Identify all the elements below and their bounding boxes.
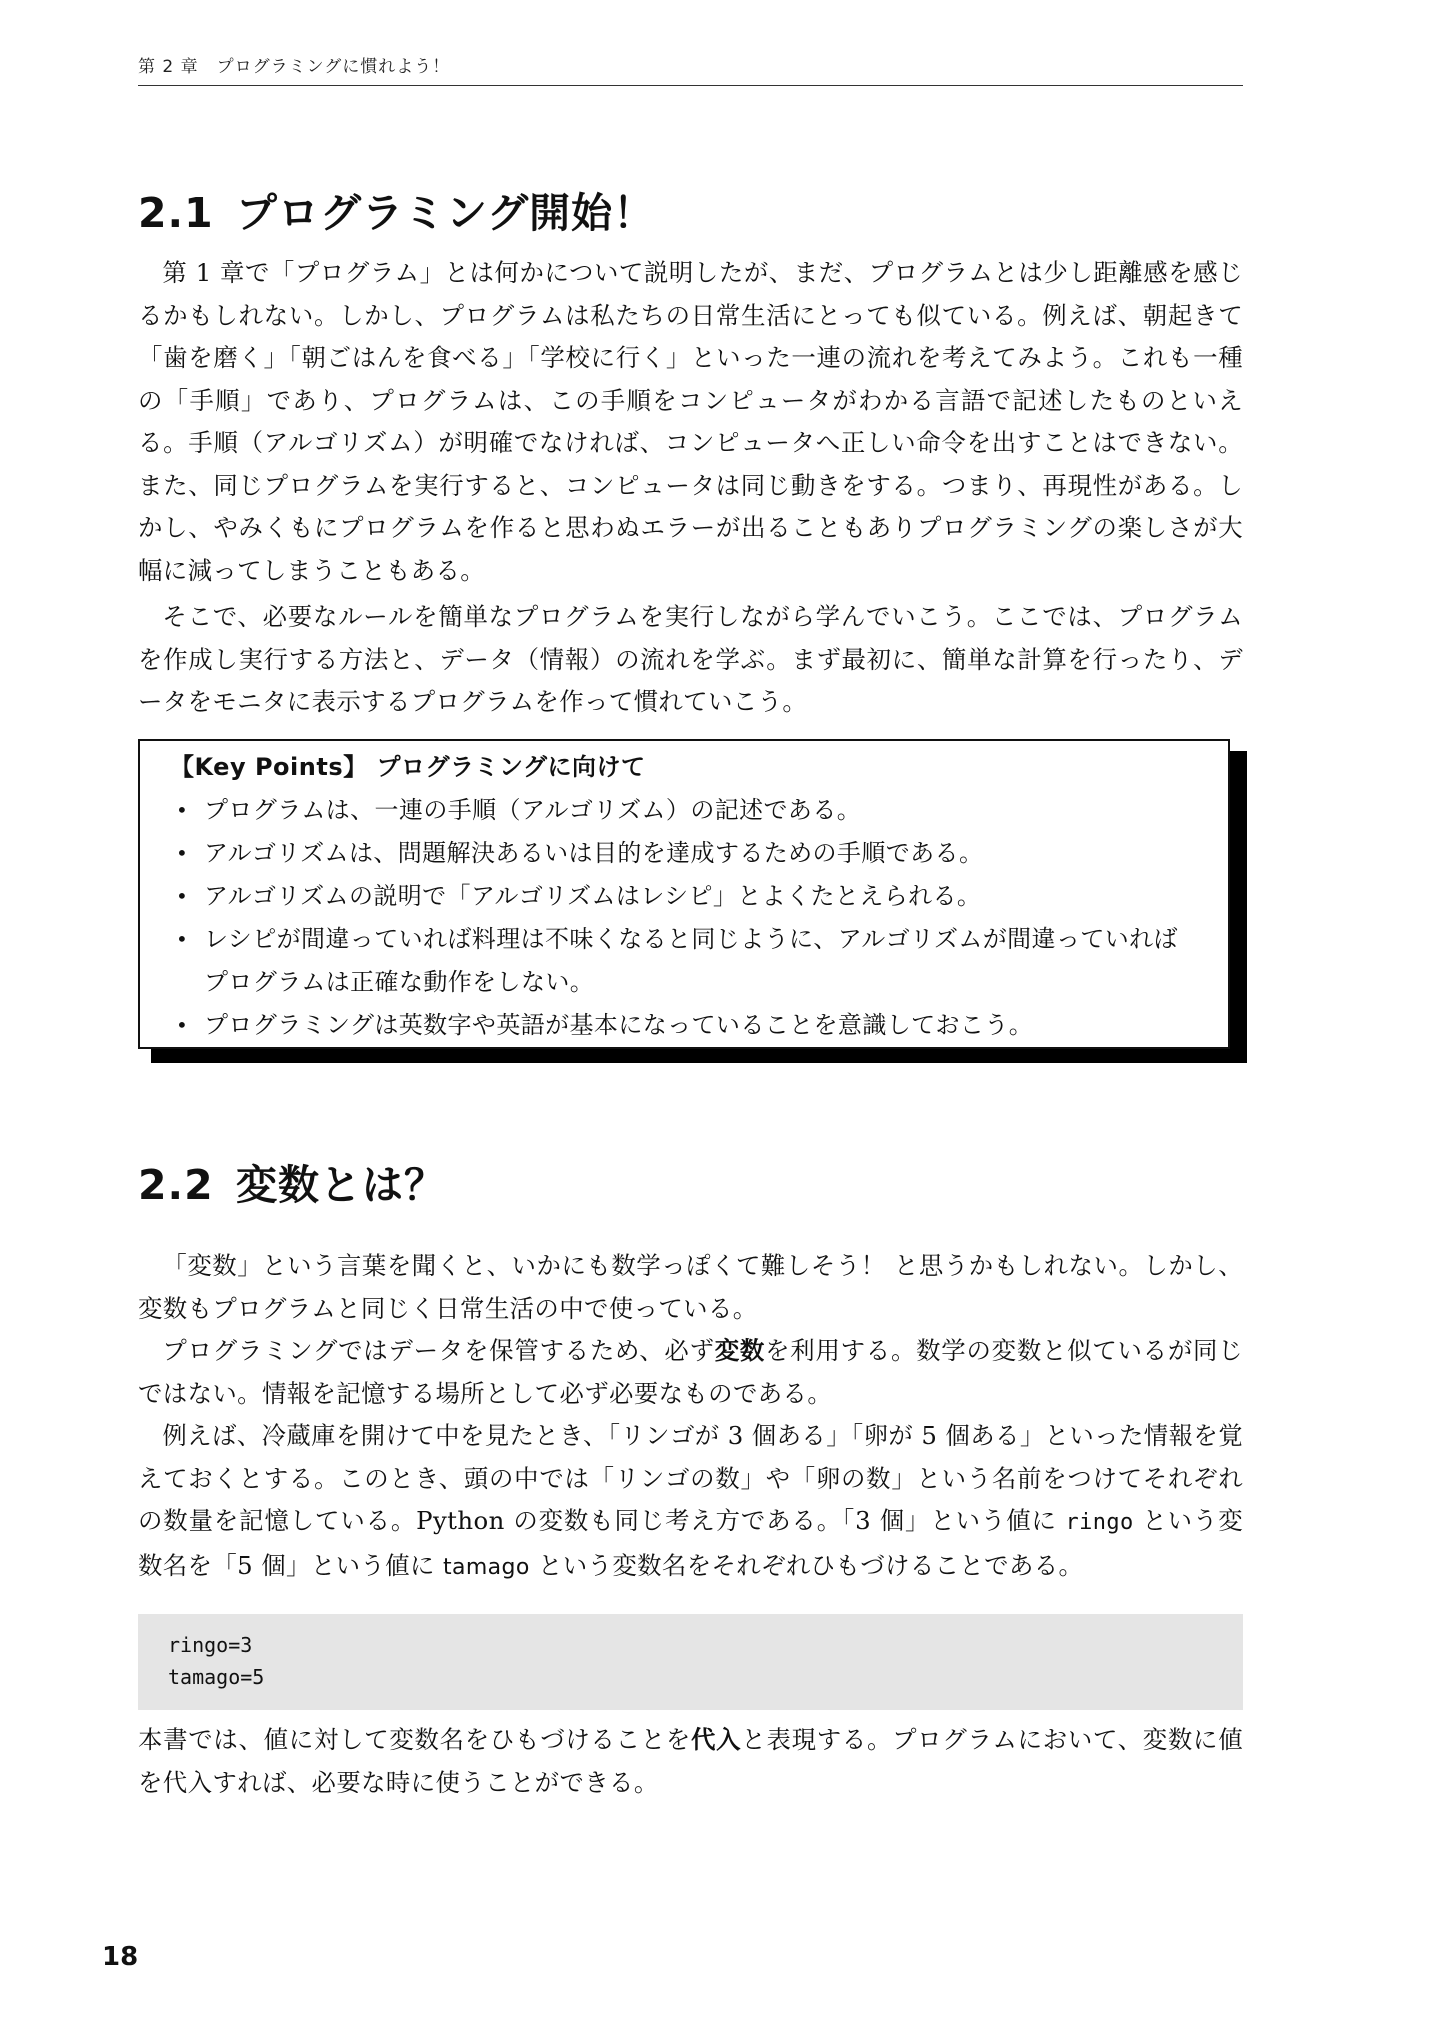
text-run: と表現する。プログラムにおいて、変数に値を代入すれば、必要な時に使うことができる。 (138, 1725, 1243, 1797)
list-item-text: プログラミングは英数字や英語が基本になっていることを意識しておこう。 (204, 1011, 1034, 1039)
keyword-assignment: 代入 (691, 1725, 742, 1754)
bullet-icon: • (176, 884, 189, 908)
section-title: 変数とは？ (236, 1161, 446, 1209)
section-number: 2.2 (138, 1161, 214, 1209)
list-item (170, 1004, 1198, 1047)
section-number: 2.1 (138, 189, 214, 237)
paragraph: 「変数」という言葉を聞くと、いかにも数学っぽくて難しそう！ と思うかもしれない。しかし、変数もプログラムと同じく日常生活の中で使っている。 (138, 1251, 1243, 1323)
section-heading-2-2 (138, 1152, 446, 1211)
section-2-1-body (138, 252, 1243, 724)
paragraph: 第 1 章で「プログラム」とは何かについて説明したが、まだ、プログラムとは少し距離感を感じるかもしれない。しかし、プログラムは私たちの日常生活にとっても似ている。例えば、朝起きて「歯を磨く」「朝ごはんを食べる」「学校に行く」といった一連の流れを考えてみよう。これも一種の「手順」であり、プログラムは、この手順をコンピュータがわかる言語で記述したものといえる。手順（アルゴリズム）が明確でなければ、コンピュータへ正しい命令を出すことはできない。また、同じプログラムを実行すると、コンピュータは同じ動きをする。つまり、再現性がある。しかし、やみくもにプログラムを作ると思わぬエラーが出ることもありプログラミングの楽しさが大幅に減ってしまうこともある。 (138, 258, 1243, 585)
text-run: を利用する。数学の変数と似ているが同じではない。情報を記憶する場所として必ず必要なものである。 (138, 1336, 1243, 1408)
keyword-variable: 変数 (714, 1336, 766, 1365)
paragraph (138, 1719, 1243, 1804)
text-run: 本書では、値に対して変数名をひもづけることを (138, 1725, 692, 1754)
code-line: tamago=5 (168, 1665, 265, 1689)
section-2-2-body-continued (138, 1719, 1243, 1804)
list-item-text: アルゴリズムの説明で「アルゴリズムはレシピ」とよくたとえられる。 (204, 882, 982, 910)
list-item-text: レシピが間違っていれば料理は不味くなると同じように、アルゴリズムが間違っていればプログラムは正確な動作をしない。 (204, 925, 1178, 996)
inline-code-tamago: tamago (442, 1554, 530, 1580)
text-run: という変数名をそれぞれひもづけることである。 (537, 1550, 1084, 1580)
key-points-list (170, 789, 1198, 1047)
text-run: という変数名を「5 個」という値に (138, 1506, 1243, 1580)
section-title: プログラミング開始！ (236, 189, 656, 237)
list-item (170, 832, 1198, 875)
paragraph (138, 1415, 1243, 1589)
list-item (170, 918, 1198, 1004)
list-item (170, 789, 1198, 832)
list-item-text: アルゴリズムは、問題解決あるいは目的を達成するための手順である。 (204, 839, 984, 867)
list-item (170, 875, 1198, 918)
bullet-icon: • (176, 927, 189, 951)
code-block (138, 1614, 1243, 1710)
page-number: 18 (102, 1942, 139, 1972)
section-2-2-body (138, 1245, 1243, 1589)
section-heading-2-1 (138, 180, 655, 239)
paragraph: そこで、必要なルールを簡単なプログラムを実行しながら学んでいこう。ここでは、プログラムを作成し実行する方法と、データ（情報）の流れを学ぶ。まず最初に、簡単な計算を行ったり、データをモニタに表示するプログラムを作って慣れていこう。 (138, 602, 1243, 716)
paragraph (138, 1330, 1243, 1415)
text-run: 例えば、冷蔵庫を開けて中を見たとき、「リンゴが 3 個ある」「卵が 5 個ある」といった情報を覚えておくとする。このとき、頭の中では「リンゴの数」や「卵の数」という名前をつけてそれぞれの数量を記憶している。Python の変数も同じ考え方である。「3 個」という値に (138, 1421, 1243, 1535)
bullet-icon: • (176, 1013, 189, 1037)
text-run: プログラミングではデータを保管するため、必ず (162, 1336, 715, 1365)
bullet-icon: • (176, 841, 189, 865)
key-points-box (138, 739, 1230, 1049)
inline-code-ringo: ringo (1065, 1510, 1134, 1535)
running-header: 第 2 章 プログラミングに慣れよう！ (138, 52, 1243, 86)
key-points-title: 【Key Points】 プログラミングに向けて (170, 753, 646, 781)
bullet-icon: • (176, 798, 189, 822)
list-item-text: プログラムは、一連の手順（アルゴリズム）の記述である。 (204, 796, 862, 824)
code-line: ringo=3 (168, 1633, 253, 1657)
